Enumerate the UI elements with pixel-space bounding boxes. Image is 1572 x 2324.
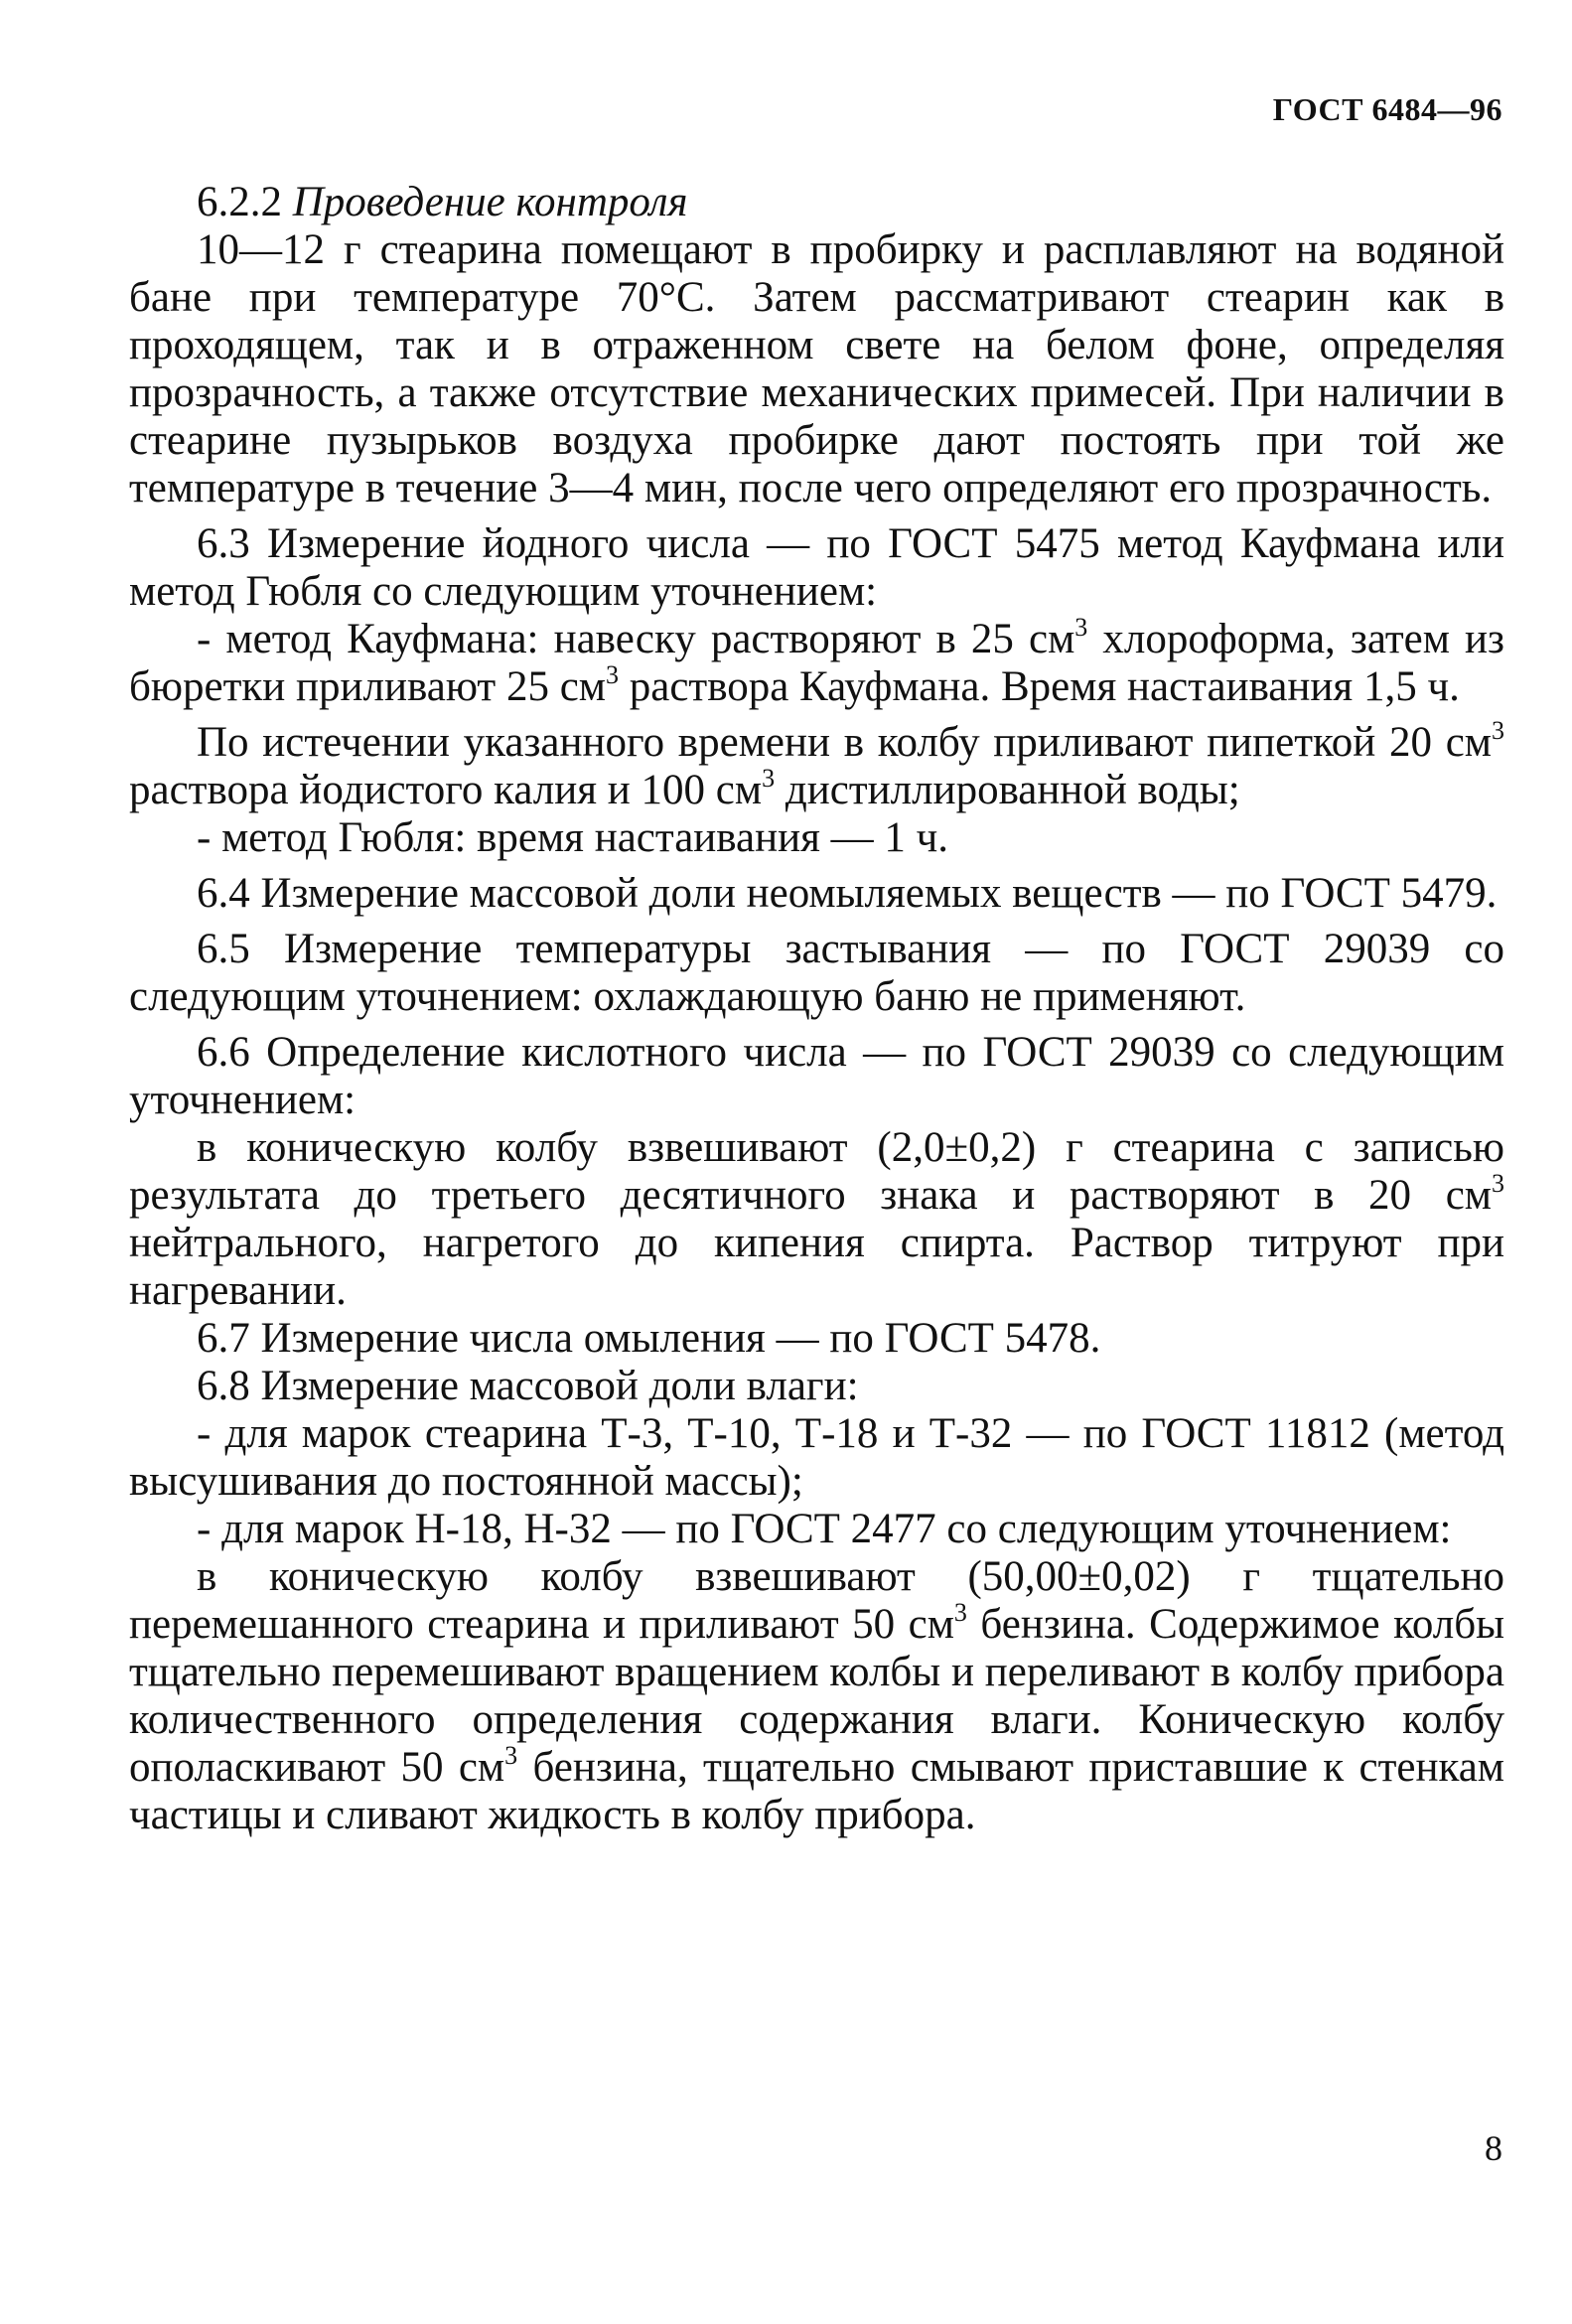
paragraph-6-8-b: - для марок Н-18, Н-32 — по ГОСТ 2477 со следующим уточнением: [197,1506,1452,1552]
paragraph-after-time: По истечении указанного времени в колбу приливают пипеткой 20 $см^3$ раствора йодистого калия и 100 $см^3$ дистиллированной воды; [129,716,1504,813]
paragraph-6-8: 6.8 Измерение массовой доли влаги: [197,1363,859,1409]
paragraph-6-3: 6.3 Измерение йодного числа — по ГОСТ 5475 метод Кауфмана или метод Гюбля со следующим уточнением: [129,520,1504,615]
paragraph-kaufman-method: - метод Кауфмана: навеску растворяют в 25 $см^3$ хлороформа, затем из бюретки приливают 25 $см^3$ раствора Кауфмана. Время настаивания 1,5 ч. [129,613,1505,710]
paragraph-6-6: 6.6 Определение кислотного числа — по ГОСТ 29039 со следующим уточнением: [129,1029,1504,1123]
paragraph-6-4: 6.4 Измерение массовой доли неомыляемых веществ — по ГОСТ 5479. [197,870,1498,917]
paragraph-6-8-procedure: в коническую колбу взвешивают (50,00±0,02) г тщательно перемешанного стеарина и приливают 50 $см^3$ бензина. Содержимое колбы тщательно перемешивают вращением колбы и переливают в колбу прибора количественного определения содержания влаги. Коническую колбу ополаскивают 50 $см^3$ бензина, тщательно смывают приставшие к стенкам частицы и сливают жидкость в колбу прибора. [129,1553,1504,1838]
section-title: Проведение контроля [292,179,688,225]
paragraph-6-8-a: - для марок стеарина Т-3, Т-10, Т-18 и Т-32 — по ГОСТ 11812 (метод высушивания до постоянной массы); [129,1410,1504,1505]
page-number: 8 [1485,2128,1502,2168]
paragraph-gubl-method: - метод Гюбля: время настаивания — 1 ч. [197,814,949,861]
paragraph-6-2-2-text: 10—12 г стеарина помещают в пробирку и расплавляют на водяной бане при температуре 70°С. Затем рассматривают стеарин как в проходящем, так и в отраженном свете на белом фоне, определяя прозрачность, а также отсутствие механических примесей. При наличии в стеарине пузырьков воздуха пробирке дают постоять при той же температуре в течение 3—4 мин, после чего определяют его прозрачность. [129,226,1504,511]
document-body [129,179,1504,1839]
document-code: ГОСТ 6484—96 [1272,91,1502,127]
paragraph-6-6-procedure: в коническую колбу взвешивают (2,0±0,2) г стеарина с записью результата до третьего десятичного знака и растворяют в 20 $см^3$ нейтрального, нагретого до кипения спирта. Раствор титруют при нагревании. [129,1124,1504,1314]
paragraph-6-5: 6.5 Измерение температуры застывания — по ГОСТ 29039 со следующим уточнением: охлаждающую баню не применяют. [129,926,1504,1020]
section-number: 6.2.2 [197,179,282,225]
section-6-2-2 [129,179,1504,226]
paragraph-6-7: 6.7 Измерение числа омыления — по ГОСТ 5478. [197,1315,1101,1362]
